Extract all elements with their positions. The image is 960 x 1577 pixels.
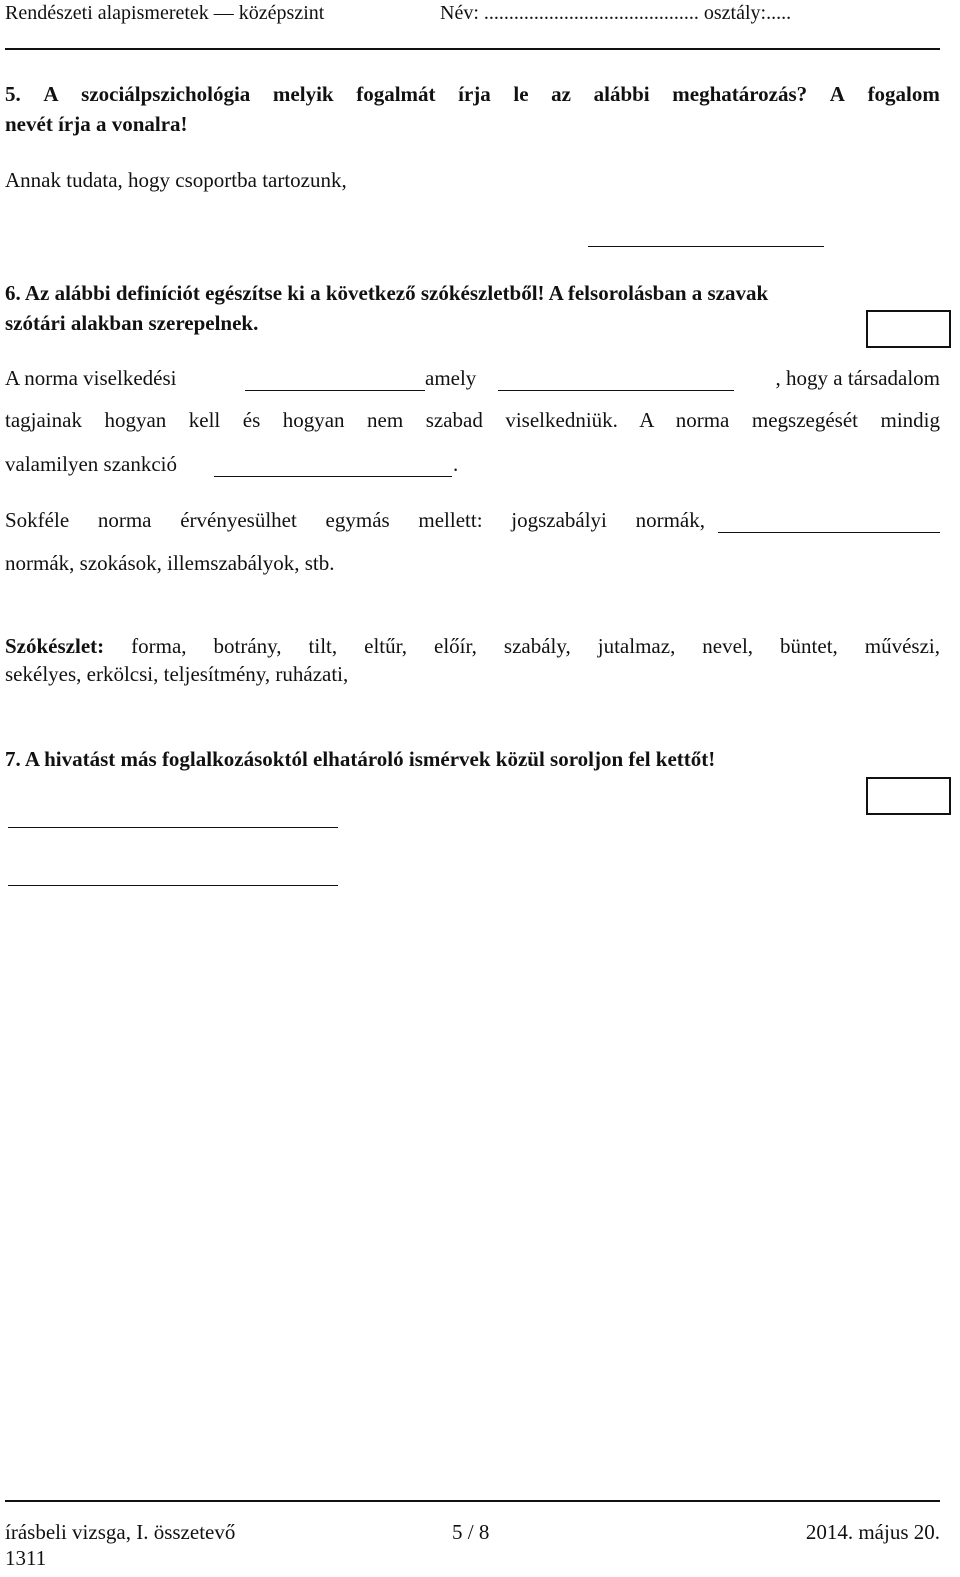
q6-score-box[interactable] <box>866 310 951 348</box>
q6-blank-3[interactable] <box>214 476 452 477</box>
q7-title: 7. A hivatást más foglalkozásoktól elhatároló ismérvek közül soroljon fel kettőt! <box>5 747 716 771</box>
q5-answer-line[interactable] <box>588 246 824 247</box>
q6-sentence1-mid: amely <box>425 366 477 390</box>
q6-sentence5: normák, szokások, illemszabályok, stb. <box>5 551 335 575</box>
q6-sentence4: Sokféle norma érvényesülhet egymás mellett: jogszabályi normák, <box>5 508 705 532</box>
footer-code: 1311 <box>5 1546 47 1570</box>
footer-exam: írásbeli vizsga, I. összetevő <box>5 1520 236 1544</box>
q6-sentence1-start: A norma viselkedési <box>5 366 177 390</box>
footer-page-number: 5 / 8 <box>452 1520 490 1544</box>
q6-blank-2[interactable] <box>498 390 734 391</box>
q5-title-line1: 5. A szociálpszichológia melyik fogalmát írja le az alábbi meghatározás? A fogalom <box>5 82 940 106</box>
q6-wordbank-line2: sekélyes, erkölcsi, teljesítmény, ruházati, <box>5 662 349 686</box>
q7-answer-line-2[interactable] <box>8 885 338 886</box>
q7-answer-line-1[interactable] <box>8 827 338 828</box>
q7-score-box[interactable] <box>866 777 951 815</box>
header-name-field: Név: ........................................... osztály:..... <box>440 2 792 24</box>
q5-number: 5. <box>5 82 21 106</box>
q6-sentence3-end: . <box>453 452 459 476</box>
q6-sentence2: tagjainak hogyan kell és hogyan nem szabad viselkedniük. A norma megszegését mindig <box>5 408 940 432</box>
q6-wordbank-line1: Szókészlet: forma, botrány, tilt, eltűr, előír, szabály, jutalmaz, nevel, büntet, művészi, <box>5 634 941 658</box>
q6-title-line1: 6. Az alábbi definíciót egészítse ki a következő szókészletből! A felsorolásban a szavak <box>5 281 769 305</box>
q6-sentence3-start: valamilyen szankció <box>5 452 178 476</box>
footer-rule <box>5 1500 940 1502</box>
header-rule <box>5 48 940 50</box>
q6-sentence1-end: , hogy a társadalom <box>775 366 940 390</box>
header-subject: Rendészeti alapismeretek — középszint <box>5 2 325 24</box>
q6-wordbank-label: Szókészlet: <box>5 634 105 658</box>
q6-blank-1[interactable] <box>245 390 425 391</box>
q5-title-line2: nevét írja a vonalra! <box>5 112 188 136</box>
q5-definition: Annak tudata, hogy csoportba tartozunk, <box>5 168 347 192</box>
q6-blank-4[interactable] <box>718 532 940 533</box>
q6-title-line2: szótári alakban szerepelnek. <box>5 311 259 335</box>
footer-date: 2014. május 20. <box>805 1520 940 1544</box>
